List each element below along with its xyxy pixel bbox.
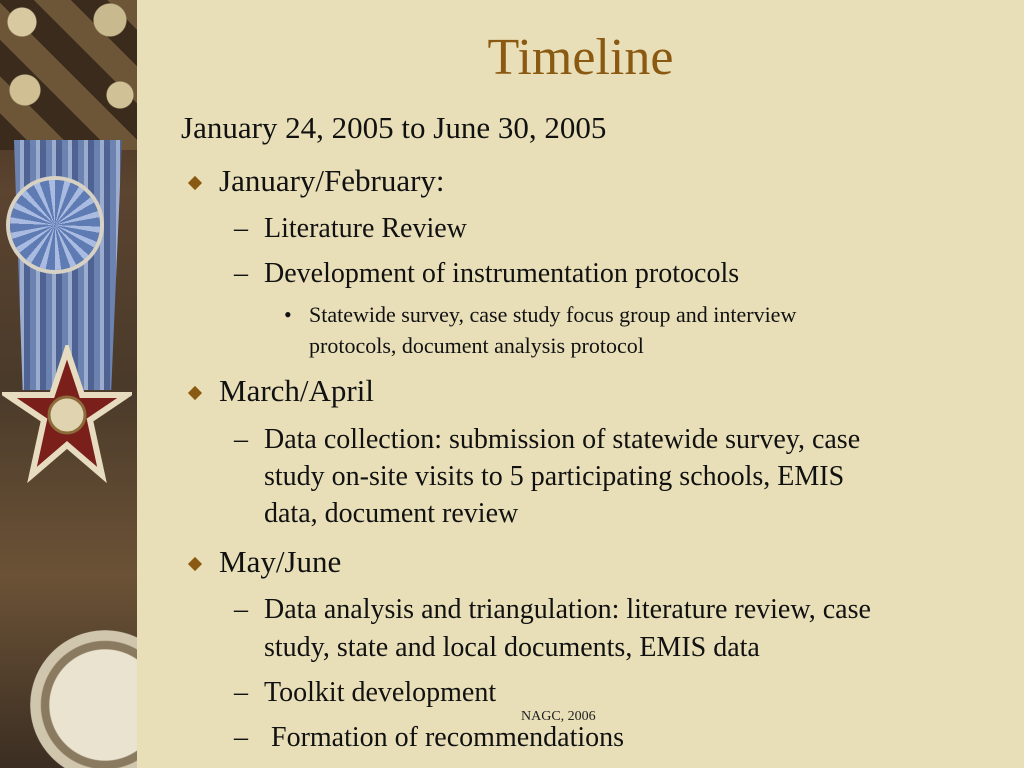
dash-bullet: –: [234, 677, 248, 708]
list-item-line: study, state and local documents, EMIS data: [264, 632, 760, 663]
list-item-line: study on-site visits to 5 participating schools, EMIS: [264, 461, 845, 492]
list-item-line: Data analysis and triangulation: literature review, case: [264, 594, 871, 625]
list-item: Literature Review: [264, 213, 467, 244]
dash-bullet: –: [234, 722, 248, 753]
diamond-bullet-icon: [188, 176, 202, 190]
dash-bullet: –: [234, 258, 248, 289]
list-item: Development of instrumentation protocols: [264, 258, 740, 289]
sub-list-item-line: Statewide survey, case study focus group and interview: [309, 302, 797, 327]
dash-bullet: –: [234, 213, 248, 244]
list-item-line: Data collection: submission of statewide survey, case: [264, 424, 861, 455]
cross-medal-icon: [2, 345, 132, 485]
dash-bullet: –: [234, 594, 248, 625]
rosette-decoration: [10, 180, 100, 270]
slide-content: [137, 0, 1024, 768]
decorative-medal-image: [0, 0, 137, 768]
sub-list-item-line: protocols, document analysis protocol: [309, 333, 644, 358]
diamond-bullet-icon: [188, 386, 202, 400]
dash-bullet: –: [234, 424, 248, 455]
slide-footer: NAGC, 2006: [521, 709, 596, 724]
list-item-line: data, document review: [264, 498, 519, 529]
section-heading-mar-apr: March/April: [219, 373, 374, 408]
list-item: Toolkit development: [264, 677, 497, 708]
section-heading-jan-feb: January/February:: [219, 163, 445, 198]
slide-subtitle: January 24, 2005 to June 30, 2005: [181, 110, 607, 145]
dot-bullet: •: [284, 302, 292, 327]
list-item: Formation of recommendations: [264, 722, 625, 753]
compass-decoration: [30, 630, 137, 768]
diamond-bullet-icon: [188, 557, 202, 571]
section-heading-may-jun: May/June: [219, 544, 342, 579]
checkerboard-decoration: [0, 0, 137, 150]
slide-title: Timeline: [487, 29, 674, 86]
